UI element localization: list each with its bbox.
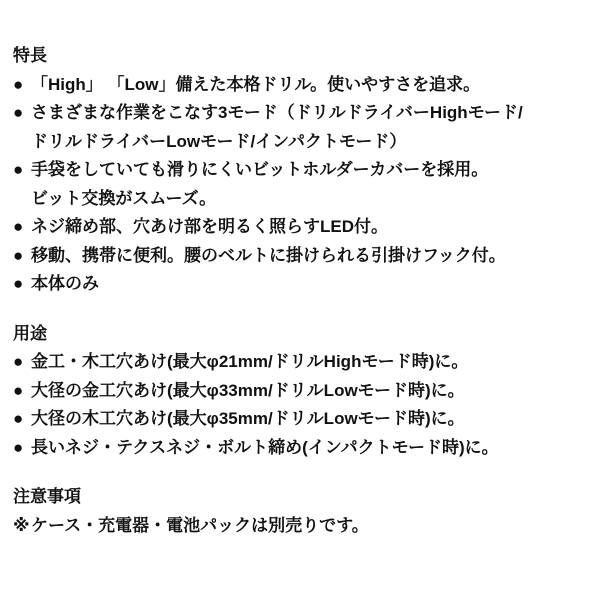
section-uses-heading: 用途 <box>13 323 47 343</box>
use-item-text <box>31 434 586 463</box>
bullet-icon: ● <box>13 103 24 122</box>
feature-item-text <box>31 270 586 299</box>
feature-item-text <box>31 213 586 242</box>
use-item <box>13 434 586 463</box>
feature-line: 「High」 「Low」備えた本格ドリル。使いやすさを追求。 <box>31 74 481 94</box>
feature-item-text <box>31 71 586 100</box>
feature-item-text <box>31 242 586 271</box>
use-item-text <box>31 377 586 406</box>
feature-item <box>13 156 586 213</box>
section-notes <box>13 483 586 540</box>
feature-item <box>13 71 586 100</box>
feature-item <box>13 213 586 242</box>
feature-item-text <box>31 99 586 156</box>
bullet-icon: ● <box>13 74 24 94</box>
feature-line: ネジ締め部、穴あけ部を明るく照らすLED付。 <box>31 217 388 236</box>
use-item <box>13 405 586 434</box>
use-line: 大径の金工穴あけ(最大φ33mm/ドリルLowモード時)に。 <box>31 380 465 400</box>
feature-line: 手袋をしていても滑りにくいビットホルダーカバーを採用。 <box>31 160 489 179</box>
note-line: ケース・充電器・電池パックは別売りです。 <box>31 515 369 535</box>
feature-item-text <box>31 156 586 213</box>
bullet-icon: ● <box>13 160 24 179</box>
use-item-text <box>31 405 586 434</box>
section-notes-heading: 注意事項 <box>13 487 81 506</box>
feature-line: ビット交換がスムーズ。 <box>31 188 217 208</box>
bullet-icon: ● <box>13 352 24 371</box>
use-item <box>13 348 586 377</box>
feature-line: ドリルドライバーLowモード/インパクトモード） <box>31 131 407 151</box>
section-uses <box>13 320 586 463</box>
reference-mark-icon: ※ <box>13 515 30 535</box>
note-item <box>13 512 586 541</box>
use-line: 大径の木工穴あけ(最大φ35mm/ドリルLowモード時)に。 <box>31 409 465 428</box>
note-item-text <box>31 512 586 541</box>
bullet-icon: ● <box>13 409 24 428</box>
feature-line: 本体のみ <box>31 274 99 293</box>
bullet-icon: ● <box>13 380 24 400</box>
bullet-icon: ● <box>13 217 24 236</box>
feature-item <box>13 242 586 271</box>
feature-line: さまざまな作業をこなす3モード（ドリルドライバーHighモード/ <box>31 103 523 122</box>
use-line: 金工・木工穴あけ(最大φ21mm/ドリルHighモード時)に。 <box>31 352 469 371</box>
bullet-icon: ● <box>13 245 24 265</box>
feature-item <box>13 99 586 156</box>
use-item <box>13 377 586 406</box>
section-features-heading: 特長 <box>13 46 47 65</box>
feature-line: 移動、携帯に便利。腰のベルトに掛けられる引掛けフック付。 <box>31 245 506 265</box>
bullet-icon: ● <box>13 437 24 457</box>
use-item-text <box>31 348 586 377</box>
section-features <box>13 42 586 299</box>
use-line: 長いネジ・テクスネジ・ボルト締め(インパクトモード時)に。 <box>31 437 499 457</box>
bullet-icon: ● <box>13 274 24 293</box>
feature-item <box>13 270 586 299</box>
